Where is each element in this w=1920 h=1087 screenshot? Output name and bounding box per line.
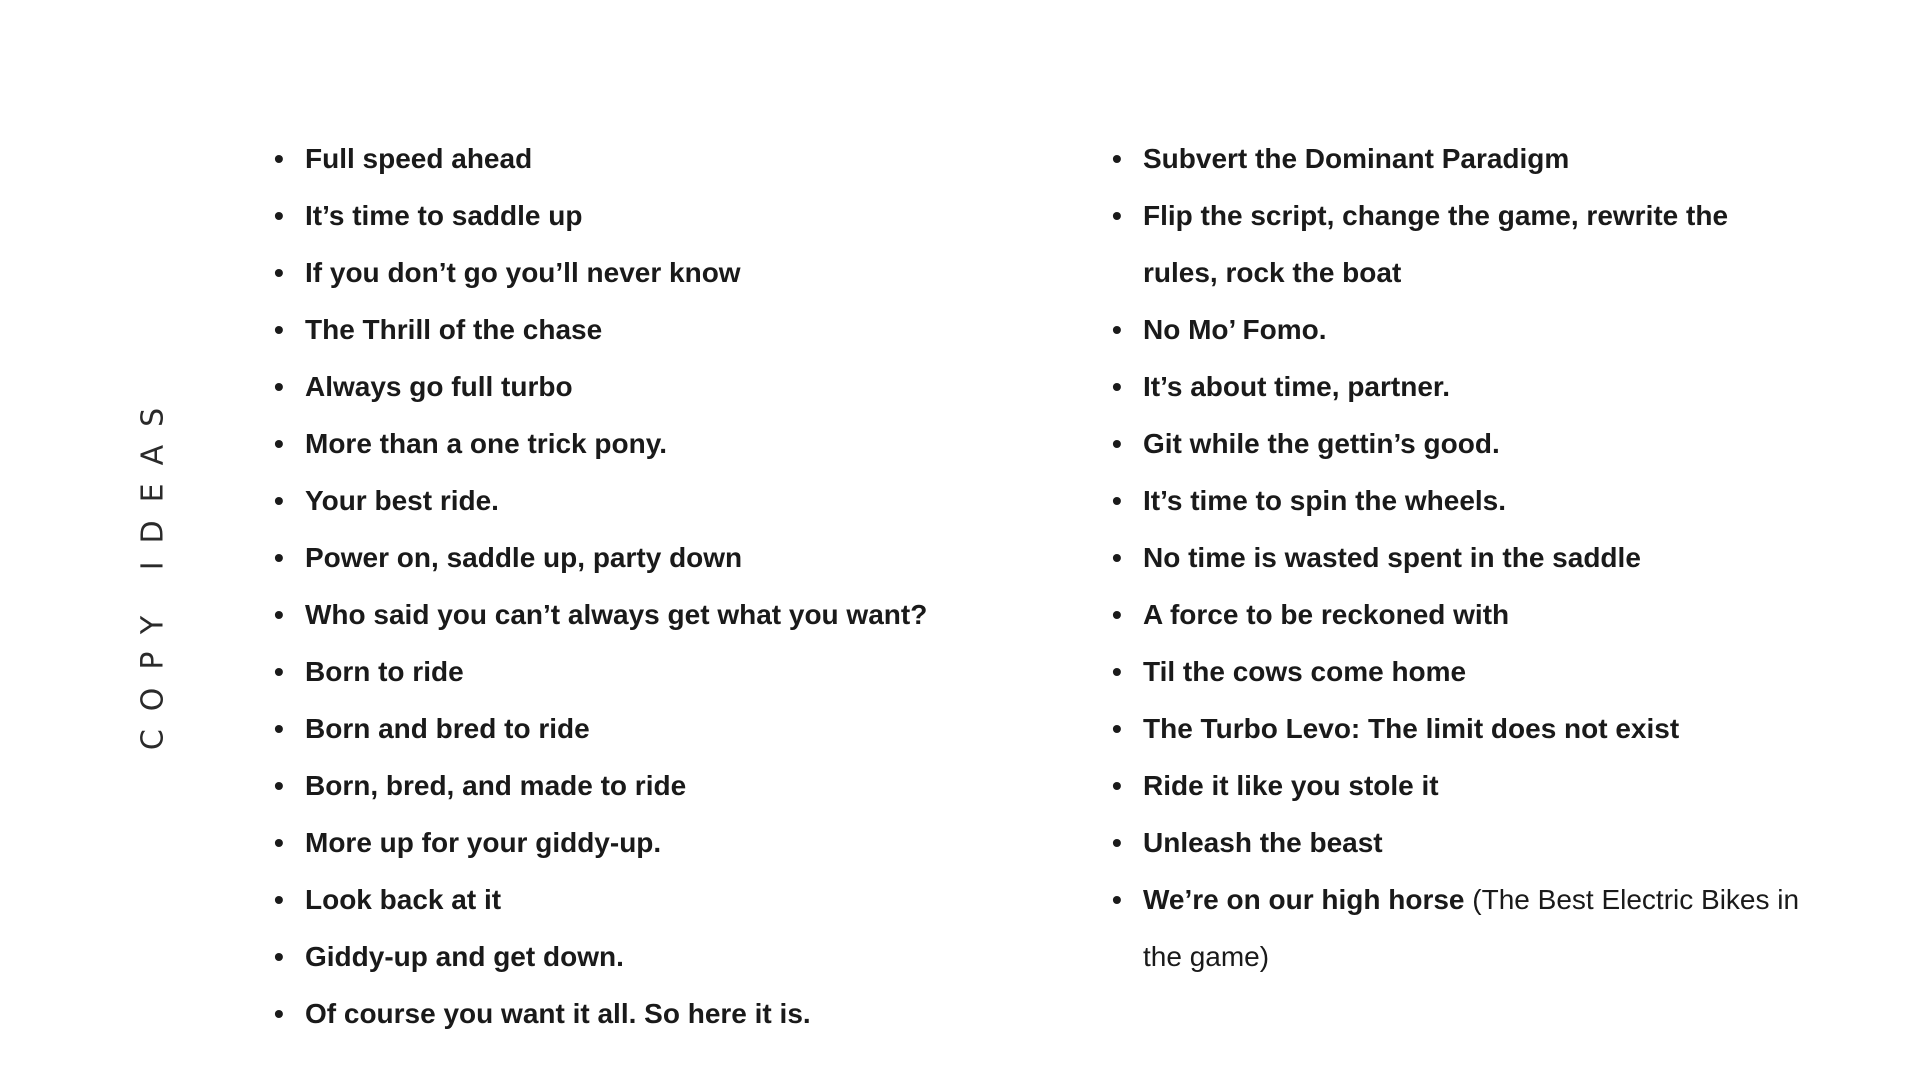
list-item xyxy=(272,700,1032,757)
list-item xyxy=(1110,301,1810,358)
list-item xyxy=(1110,700,1810,757)
bullet-icon: • xyxy=(274,200,284,231)
bullet-icon: • xyxy=(274,770,284,801)
list-item-text: Giddy-up and get down. xyxy=(305,941,624,972)
bullet-icon: • xyxy=(274,143,284,174)
copy-ideas-list-left xyxy=(272,130,1032,1042)
list-item-text: No time is wasted spent in the saddle xyxy=(1143,542,1641,573)
bullet-icon: • xyxy=(274,428,284,459)
list-item-text: Of course you want it all. So here it is. xyxy=(305,998,811,1029)
list-item xyxy=(1110,586,1810,643)
copy-ideas-list-right xyxy=(1110,130,1810,985)
bullet-icon: • xyxy=(274,998,284,1029)
bullet-icon: • xyxy=(1112,599,1122,630)
list-item xyxy=(272,415,1032,472)
bullet-icon: • xyxy=(1112,770,1122,801)
bullet-icon: • xyxy=(274,599,284,630)
list-item xyxy=(272,187,1032,244)
list-item-text: Ride it like you stole it xyxy=(1143,770,1439,801)
bullet-icon: • xyxy=(274,941,284,972)
list-item xyxy=(1110,472,1810,529)
list-item xyxy=(272,985,1032,1042)
bullet-icon: • xyxy=(274,314,284,345)
list-item xyxy=(272,301,1032,358)
list-item xyxy=(272,757,1032,814)
bullet-icon: • xyxy=(1112,485,1122,516)
list-item-text: If you don’t go you’ll never know xyxy=(305,257,741,288)
list-item-text: It’s time to spin the wheels. xyxy=(1143,485,1507,516)
list-item-text: Your best ride. xyxy=(305,485,499,516)
list-item xyxy=(272,643,1032,700)
list-item xyxy=(1110,757,1810,814)
bullet-icon: • xyxy=(274,656,284,687)
list-item xyxy=(1110,415,1810,472)
bullet-icon: • xyxy=(274,884,284,915)
bullet-icon: • xyxy=(1112,200,1122,231)
list-item-text: Always go full turbo xyxy=(305,371,573,402)
list-item-text: A force to be reckoned with xyxy=(1143,599,1510,630)
list-item xyxy=(272,586,1032,643)
list-item-text: Subvert the Dominant Paradigm xyxy=(1143,143,1570,174)
list-item-text: Born to ride xyxy=(305,656,464,687)
bullet-icon: • xyxy=(274,371,284,402)
list-item-text: Born, bred, and made to ride xyxy=(305,770,687,801)
list-item-note: (The Best Electric Bikes in the game) xyxy=(1143,884,1800,972)
list-item xyxy=(1110,643,1810,700)
bullet-icon: • xyxy=(274,485,284,516)
list-item-text: Git while the gettin’s good. xyxy=(1143,428,1500,459)
list-item xyxy=(1110,814,1810,871)
bullet-icon: • xyxy=(1112,542,1122,573)
bullet-icon: • xyxy=(274,257,284,288)
list-item-text: Look back at it xyxy=(305,884,502,915)
list-item-text: Til the cows come home xyxy=(1143,656,1467,687)
bullet-icon: • xyxy=(1112,143,1122,174)
list-item xyxy=(272,814,1032,871)
bullet-icon: • xyxy=(1112,371,1122,402)
list-item-text: The Turbo Levo: The limit does not exist xyxy=(1143,713,1680,744)
bullet-icon: • xyxy=(274,713,284,744)
bullet-icon: • xyxy=(1112,884,1122,915)
list-item xyxy=(272,871,1032,928)
list-item-text: Full speed ahead xyxy=(305,143,533,174)
list-item xyxy=(1110,187,1810,301)
list-item-text: It’s about time, partner. xyxy=(1143,371,1451,402)
list-item xyxy=(1110,871,1810,985)
bullet-icon: • xyxy=(274,542,284,573)
list-item xyxy=(272,928,1032,985)
list-item-text: We’re on our high horse xyxy=(1143,884,1465,915)
list-item-text: No Mo’ Fomo. xyxy=(1143,314,1327,345)
list-item xyxy=(272,358,1032,415)
list-item xyxy=(272,529,1032,586)
list-item xyxy=(272,244,1032,301)
page-title: COPY IDEAS xyxy=(135,389,171,751)
list-item-text: More than a one trick pony. xyxy=(305,428,667,459)
bullet-icon: • xyxy=(1112,713,1122,744)
list-item xyxy=(1110,130,1810,187)
bullet-icon: • xyxy=(1112,428,1122,459)
bullet-icon: • xyxy=(1112,314,1122,345)
list-item-text: Who said you can’t always get what you want? xyxy=(305,599,928,630)
list-item xyxy=(1110,358,1810,415)
list-item xyxy=(272,472,1032,529)
list-item-text: It’s time to saddle up xyxy=(305,200,583,231)
bullet-icon: • xyxy=(274,827,284,858)
list-item-text: The Thrill of the chase xyxy=(305,314,603,345)
list-item xyxy=(272,130,1032,187)
list-item-text: Born and bred to ride xyxy=(305,713,590,744)
list-item xyxy=(1110,529,1810,586)
list-item-text: Flip the script, change the game, rewrite the rules, rock the boat xyxy=(1143,200,1729,288)
bullet-icon: • xyxy=(1112,827,1122,858)
list-item-text: Power on, saddle up, party down xyxy=(305,542,743,573)
bullet-icon: • xyxy=(1112,656,1122,687)
list-item-text: More up for your giddy-up. xyxy=(305,827,662,858)
list-item-text: Unleash the beast xyxy=(1143,827,1383,858)
